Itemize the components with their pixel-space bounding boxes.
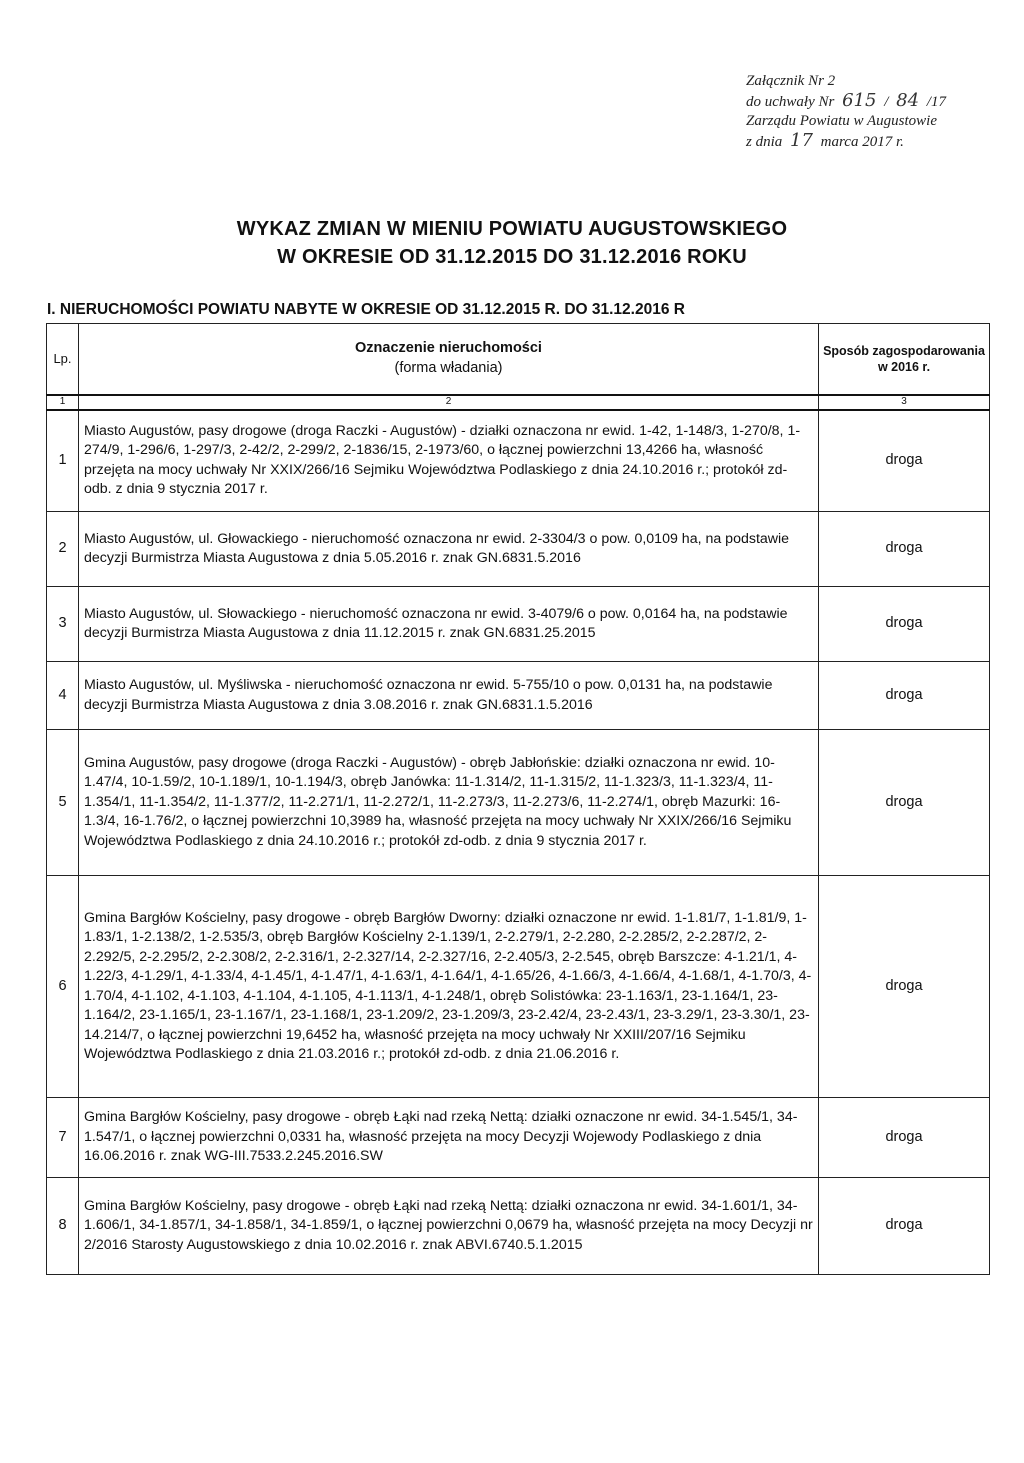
property-description: Miasto Augustów, ul. Myśliwska - nieruchomość oznaczona nr ewid. 5-755/10 o pow. 0,0131 ha, na podstawie decyzji Burmistrza Miasta Augustowa z dnia 3.08.2016 r. znak GN.6831.1.5.2016 <box>79 662 819 730</box>
property-description: Miasto Augustów, ul. Słowackiego - nieruchomość oznaczona nr ewid. 3-4079/6 o pow. 0,0164 ha, na podstawie decyzji Burmistrza Miasta Augustowa z dnia 11.12.2015 r. znak GN.6831.25.2015 <box>79 587 819 662</box>
header-description <box>79 324 819 395</box>
property-description: Gmina Augustów, pasy drogowe (droga Raczki - Augustów) - obręb Jabłońskie: działki oznaczona nr ewid. 10-1.47/4, 10-1.59/2, 10-1.189/1, 10-1.194/3, obręb Janówka: 11-1.314/2, 11-1.315/2, 11-1.323/3, 11-1.323/4, 11-1.354/1, 11-1.354/2, 11-1.377/2, 11-2.271/1, 11-2.272/1, 11-2.273/3, 11-2.273/6, 11-2.274/1, obręb Mazurki: 16-1.3/4, 16-1.76/2, o łącznej powierzchni 10,3989 ha, własność przejęta na mocy uchwały Nr XXIX/266/16 Sejmiku Województwa Podlaskiego z dnia 24.10.2016 r.; protokół zd-odb. z dnia 9 stycznia 2017 r. <box>79 730 819 876</box>
column-number: 2 <box>79 395 819 410</box>
property-description: Gmina Bargłów Kościelny, pasy drogowe - obręb Łąki nad rzeką Nettą: działki oznaczona nr ewid. 34-1.601/1, 34-1.606/1, 34-1.857/1, 34-1.858/1, 34-1.859/1, o łącznej powierzchni 0,0679 ha, własność przejęta na mocy Decyzji nr 2/2016 Starosty Augustowskiego z dnia 10.02.2016 r. znak ABVI.6740.5.1.2015 <box>79 1178 819 1275</box>
property-description: Gmina Bargłów Kościelny, pasy drogowe - obręb Bargłów Dworny: działki oznaczone nr ewid. 1-1.81/7, 1-1.81/9, 1-1.83/1, 1-2.138/2, 1-2.535/3, obręb Bargłów Kościelny 2-1.139/1, 2-2.279/1, 2-2.280, 2-2.285/2, 2-2.287/2, 2-2.292/5, 2-2.295/2, 2-2.308/2, 2-2.316/1, 2-2.327/14, 2-2.327/16, 2-2.405/3, 2-2.545, obręb Barszcze: 4-1.21/1, 4-1.22/3, 4-1.29/1, 4-1.33/4, 4-1.45/1, 4-1.47/1, 4-1.63/1, 4-1.64/1, 4-1.65/26, 4-1.66/3, 4-1.66/4, 4-1.68/1, 4-1.70/3, 4-1.70/4, 4-1.102, 4-1.103, 4-1.104, 4-1.105, 4-1.113/1, 4-1.248/1, obręb Solistówka: 23-1.163/1, 23-1.164/1, 23-1.164/2, 23-1.165/1, 23-1.167/1, 23-1.168/1, 23-1.209/2, 23-1.209/3, 23-2.42/4, 23-2.43/1, 23-3.29/1, 23-3.30/1, 23-14.214/7, o łącznej powierzchni 19,6452 ha, własność przejęta na mocy uchwały Nr XXIII/207/16 Sejmiku Województwa Podlaskiego z dnia 21.03.2016 r.; protokół zd-odb. z dnia 21.06.2016 r. <box>79 876 819 1098</box>
column-number: 1 <box>47 395 79 410</box>
land-use: droga <box>819 587 990 662</box>
row-number: 1 <box>47 410 79 512</box>
row-number: 4 <box>47 662 79 730</box>
document-title-line2: W OKRESIE OD 31.12.2015 DO 31.12.2016 ROKU <box>277 246 747 268</box>
table-header-row <box>47 324 990 395</box>
property-description: Gmina Bargłów Kościelny, pasy drogowe - obręb Łąki nad rzeką Nettą: działki oznaczone nr ewid. 34-1.545/1, 34-1.547/1, o łącznej powierzchni 0,0331 ha, własność przejęta na mocy Decyzji Wojewody Podlaskiego z dnia 16.06.2016 r. znak WG-III.7533.2.245.2016.SW <box>79 1098 819 1178</box>
land-use: droga <box>819 662 990 730</box>
handwritten-session-number: 84 <box>896 90 920 111</box>
row-number: 7 <box>47 1098 79 1178</box>
header-description-main: Oznaczenie nieruchomości <box>355 340 542 357</box>
table-row <box>47 1098 990 1178</box>
property-description: Miasto Augustów, pasy drogowe (droga Raczki - Augustów) - działki oznaczona nr ewid. 1-42, 1-148/3, 1-270/8, 1-274/9, 1-296/6, 1-297/3, 2-42/2, 2-299/2, 2-1836/15, 2-1973/60, o łącznej powierzchni 13,4266 ha, własność przejęta na mocy uchwały Nr XXIX/266/16 Sejmiku Województwa Podlaskiego z dnia 24.10.2016 r.; protokół zd-odb. z dnia 9 stycznia 2017 r. <box>79 410 819 512</box>
handwritten-resolution-number: 615 <box>842 90 877 111</box>
column-number-row <box>47 395 990 410</box>
header-land-use: Sposób zagospodarowania w 2016 r. <box>819 324 990 395</box>
row-number: 5 <box>47 730 79 876</box>
land-use: droga <box>819 1178 990 1275</box>
table-row <box>47 587 990 662</box>
table-row <box>47 662 990 730</box>
annex-resolution-line <box>746 91 1016 112</box>
property-register-table <box>46 323 990 1275</box>
annex-date-prefix: z dnia <box>746 134 783 150</box>
table-row <box>47 512 990 587</box>
table-row <box>47 410 990 512</box>
annex-board-name: Zarządu Powiatu w Augustowie <box>746 113 938 129</box>
annex-title: Załącznik Nr 2 <box>746 73 836 89</box>
header-description-sub: (forma władania) <box>394 359 503 376</box>
land-use: droga <box>819 512 990 587</box>
section-heading: I. NIERUCHOMOŚCI POWIATU NABYTE W OKRESIE OD 31.12.2015 R. DO 31.12.2016 R <box>47 301 685 318</box>
land-use: droga <box>819 730 990 876</box>
land-use: droga <box>819 876 990 1098</box>
land-use: droga <box>819 1098 990 1178</box>
table-row <box>47 876 990 1098</box>
header-lp: Lp. <box>47 324 79 395</box>
table-row <box>47 730 990 876</box>
annex-year-suffix: /17 <box>926 94 946 110</box>
annex-header <box>746 72 1016 152</box>
land-use: droga <box>819 410 990 512</box>
annex-resolution-prefix: do uchwały Nr <box>746 94 835 110</box>
handwritten-day: 17 <box>790 130 813 151</box>
property-description: Miasto Augustów, ul. Głowackiego - nieruchomość oznaczona nr ewid. 2-3304/3 o pow. 0,0109 ha, na podstawie decyzji Burmistrza Miasta Augustowa z dnia 5.05.2016 r. znak GN.6831.5.2016 <box>79 512 819 587</box>
row-number: 6 <box>47 876 79 1098</box>
annex-date-line <box>746 131 1016 152</box>
row-number: 2 <box>47 512 79 587</box>
column-number: 3 <box>819 395 990 410</box>
row-number: 3 <box>47 587 79 662</box>
row-number: 8 <box>47 1178 79 1275</box>
table-row <box>47 1178 990 1275</box>
annex-date-suffix: marca 2017 r. <box>820 134 904 150</box>
annex-separator: / <box>884 94 889 110</box>
document-title-line1: WYKAZ ZMIAN W MIENIU POWIATU AUGUSTOWSKIEGO <box>236 218 788 240</box>
